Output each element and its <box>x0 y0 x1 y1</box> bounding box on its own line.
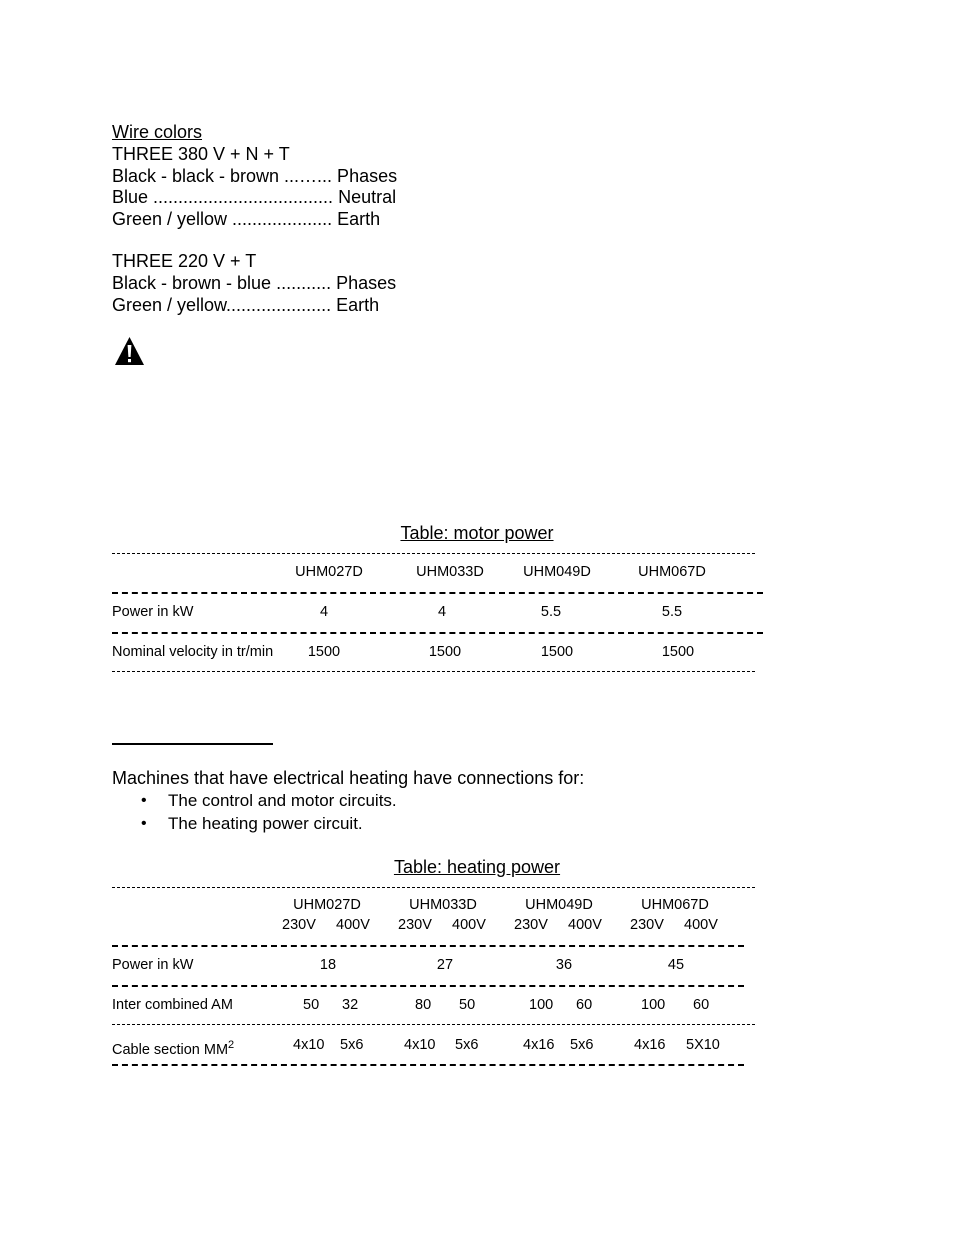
voltage-label: 230V <box>398 917 432 933</box>
motor-table-caption: Table: motor power <box>400 523 554 543</box>
heating-model-header: UHM067D <box>641 897 709 913</box>
voltage-label: 230V <box>630 917 664 933</box>
heating-model-header: UHM027D <box>293 897 361 913</box>
three-380-title: THREE 380 V + N + T <box>112 144 290 164</box>
three-220-title: THREE 220 V + T <box>112 251 257 271</box>
heating-power-cell: 45 <box>667 957 685 973</box>
table-divider <box>112 671 755 672</box>
three-220-line-phases: Black - brown - blue ........... Phases <box>112 273 397 293</box>
heating-row-label: Power in kW <box>112 957 194 973</box>
voltage-label: 230V <box>282 917 316 933</box>
table-divider <box>112 592 763 594</box>
inter-cell: 80 <box>415 997 432 1013</box>
voltage-label: 400V <box>568 917 602 933</box>
table-divider <box>112 1064 744 1066</box>
inter-cell: 32 <box>342 997 359 1013</box>
cable-cell: 5x6 <box>455 1037 479 1053</box>
wire-colors-heading: Wire colors <box>112 122 203 142</box>
voltage-label: 400V <box>684 917 718 933</box>
cable-cell: 5x6 <box>340 1037 364 1053</box>
cable-cell: 4x16 <box>634 1037 666 1053</box>
motor-model-header: UHM067D <box>638 564 706 580</box>
three-220-line-earth: Green / yellow..................... Earth <box>112 295 380 315</box>
voltage-label: 400V <box>336 917 370 933</box>
cable-cell: 5x6 <box>570 1037 594 1053</box>
motor-model-header: UHM027D <box>295 564 363 580</box>
motor-power-cell: 5.5 <box>661 604 683 620</box>
heating-table-caption: Table: heating power <box>393 857 561 877</box>
motor-velocity-cell: 1500 <box>661 644 695 660</box>
motor-row-label: Power in kW <box>112 604 194 620</box>
voltage-label: 400V <box>452 917 486 933</box>
table-divider <box>112 1024 755 1025</box>
heating-power-cell: 36 <box>555 957 573 973</box>
table-divider <box>112 553 755 554</box>
motor-model-header: UHM049D <box>523 564 591 580</box>
three-380-line-phases: Black - black - brown ...…... Phases <box>112 166 398 186</box>
heating-power-cell: 18 <box>319 957 337 973</box>
table-divider <box>112 985 744 987</box>
inter-cell: 60 <box>576 997 593 1013</box>
inter-cell: 100 <box>529 997 554 1013</box>
heating-row-label <box>112 1036 234 1059</box>
cable-cell: 4x10 <box>293 1037 325 1053</box>
heating-model-header: UHM033D <box>409 897 477 913</box>
table-divider <box>112 632 763 634</box>
cable-cell: 5X10 <box>686 1037 720 1053</box>
motor-velocity-cell: 1500 <box>428 644 462 660</box>
superscript: 2 <box>228 1039 235 1051</box>
table-divider <box>112 887 755 888</box>
inter-cell: 50 <box>459 997 476 1013</box>
warning-triangle-icon <box>114 336 145 366</box>
heating-bullet-item: The control and motor circuits. <box>168 791 397 810</box>
table-divider <box>112 945 744 947</box>
motor-velocity-cell: 1500 <box>540 644 574 660</box>
motor-velocity-cell: 1500 <box>307 644 341 660</box>
voltage-label: 230V <box>514 917 548 933</box>
inter-cell: 50 <box>303 997 320 1013</box>
heating-intro: Machines that have electrical heating have connections for: <box>112 768 585 788</box>
heating-model-header: UHM049D <box>525 897 593 913</box>
motor-power-cell: 4 <box>437 604 447 620</box>
cable-cell: 4x10 <box>404 1037 436 1053</box>
heating-row-label: Inter combined AM <box>112 997 233 1013</box>
motor-power-cell: 5.5 <box>540 604 562 620</box>
three-380-line-earth: Green / yellow .................... Earth <box>112 209 381 229</box>
cable-section-label: Cable section MM <box>112 1042 229 1058</box>
heating-bullet-item: The heating power circuit. <box>168 814 363 833</box>
bullet-icon: • <box>141 792 147 809</box>
bullet-icon: • <box>141 815 147 832</box>
cable-cell: 4x16 <box>523 1037 555 1053</box>
three-380-line-neutral: Blue .................................... Neutral <box>112 187 397 207</box>
section-heading-rule <box>112 743 273 745</box>
motor-model-header: UHM033D <box>416 564 484 580</box>
inter-cell: 60 <box>693 997 710 1013</box>
motor-row-label: Nominal velocity in tr/min <box>112 644 274 660</box>
heating-power-cell: 27 <box>436 957 454 973</box>
motor-power-cell: 4 <box>319 604 329 620</box>
inter-cell: 100 <box>641 997 666 1013</box>
